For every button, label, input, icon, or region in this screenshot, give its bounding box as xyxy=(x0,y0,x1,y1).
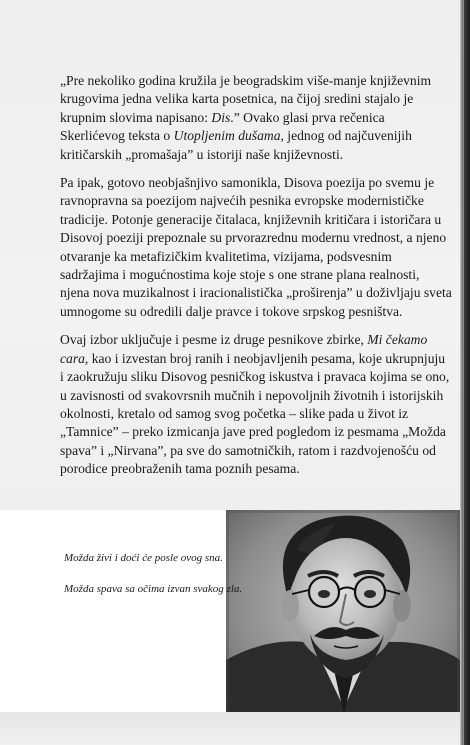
verse-line-2: Možda spava sa očima izvan svakog zla. xyxy=(64,583,243,595)
paragraph-3: Ovaj izbor uključuje i pesme iz druge pesnikove zbirke, Mi čekamo cara, kao i izvestan broj ranih i neobjavljenih pesama, koje ukrupnjuju i zaokružuju sliku Disovog pesničkog iskustva i pravaca kojima se ono, u zavisnosti od svakovrsnih mučnih i nepovoljnih životnih i istorijskih okolnosti, kretalo od samog svog početka – slike pada u život iz „Tamnice” – preko izmicanja jave pred pogledom iz pesmama „Možda spava” i „Nirvana”, pa sve do samotničkih, ratom i razdvojenošću od porodice preobraženih tama poznih pesama. xyxy=(60,332,450,477)
paragraph-1: „Pre nekoliko godina kružila je beogradskim više-manje književnim krugovima jedna velika karta posetnica, na čijoj sredini stajalo je krupnim slovima napisano: Dis.” Ovako glasi prva rečenica Skerlićevog teksta o Utopljenim dušama, jednog od najčuvenijih kritičarskih „promašaja” u istoriji naše književnosti. xyxy=(60,73,432,162)
book-spine-edge xyxy=(460,0,470,745)
bottom-band xyxy=(0,712,460,745)
copyright-symbol: © xyxy=(227,694,237,705)
portrait-photo xyxy=(226,510,460,720)
photo-section xyxy=(0,510,460,720)
paragraph-2: Pa ipak, gotovo neobjašnjivo samonikla, Disova poezija po svemu je ravnopravna sa poezijom najvećih pesnika evropske modernističke tradicije. Potonje generacije čitalaca, književnih kritičara i istoričara u Disovoj poeziji prepoznale su prvorazrednu modernu vrednost, a njeno otvaranje ka metafizičkim kvalitetima, vizijama, podsvesnim sadržajima i mogućnostima koje stoje s one strane plana realnosti, njena nova muzikalnost i iracionalistička „proširenja” u doživljaju sveta umnogome su odredili dalje pravce i tokove srpskog pesništva. xyxy=(60,175,452,319)
verse-line-1: Možda živi i doći će posle ovog sna. xyxy=(64,552,223,564)
blurb-text xyxy=(60,72,452,489)
